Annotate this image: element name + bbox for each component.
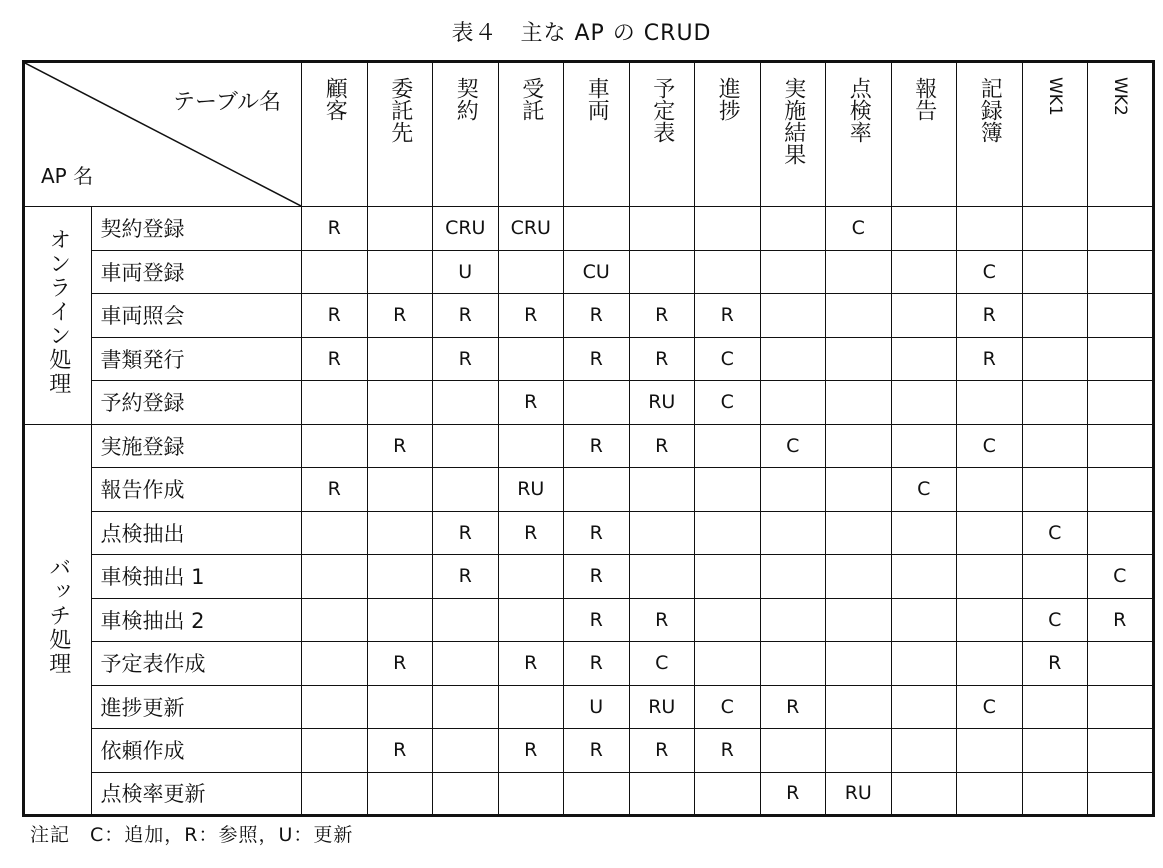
column-header-label: 委託先 xyxy=(387,77,413,143)
crud-cell xyxy=(957,555,1023,599)
crud-cell xyxy=(433,685,499,729)
table-row xyxy=(24,598,1154,642)
crud-cell xyxy=(629,555,695,599)
crud-cell xyxy=(629,250,695,294)
table-row xyxy=(24,468,1154,512)
table-row xyxy=(24,555,1154,599)
crud-cell xyxy=(367,598,433,642)
crud-cell xyxy=(695,555,761,599)
table-row xyxy=(24,685,1154,729)
crud-cell xyxy=(629,511,695,555)
crud-cell xyxy=(826,555,892,599)
crud-cell: R xyxy=(498,294,564,338)
column-header xyxy=(433,62,499,207)
column-header-label: 点検率 xyxy=(846,77,872,143)
crud-cell: U xyxy=(564,685,630,729)
crud-cell xyxy=(302,642,368,686)
column-header xyxy=(891,62,957,207)
table-row xyxy=(24,642,1154,686)
crud-cell xyxy=(760,511,826,555)
group-label: バッチ処理 xyxy=(45,556,71,677)
column-header-label: 記録簿 xyxy=(977,77,1003,143)
crud-cell xyxy=(302,424,368,468)
crud-cell: R xyxy=(433,337,499,381)
crud-cell: RU xyxy=(629,381,695,425)
crud-cell: C xyxy=(629,642,695,686)
crud-cell: R xyxy=(1088,598,1154,642)
column-header-label: WK2 xyxy=(1109,77,1130,116)
crud-cell xyxy=(302,729,368,773)
crud-cell xyxy=(433,424,499,468)
crud-cell: R xyxy=(367,294,433,338)
crud-cell xyxy=(957,468,1023,512)
crud-cell xyxy=(826,468,892,512)
crud-cell: R xyxy=(433,511,499,555)
crud-cell xyxy=(367,381,433,425)
crud-cell xyxy=(891,294,957,338)
crud-cell: C xyxy=(1088,555,1154,599)
crud-cell: CRU xyxy=(498,207,564,251)
crud-cell xyxy=(1022,729,1088,773)
crud-cell xyxy=(760,250,826,294)
crud-cell xyxy=(695,598,761,642)
crud-cell: R xyxy=(629,729,695,773)
crud-cell: R xyxy=(1022,642,1088,686)
legend-note: 注記 C：追加，R：参照，U：更新 xyxy=(30,824,354,846)
crud-cell xyxy=(760,294,826,338)
crud-cell: C xyxy=(695,337,761,381)
group-label-cell xyxy=(24,207,92,425)
crud-cell xyxy=(367,511,433,555)
crud-cell xyxy=(1088,207,1154,251)
crud-cell xyxy=(891,642,957,686)
crud-cell xyxy=(433,468,499,512)
crud-cell xyxy=(826,424,892,468)
crud-cell: C xyxy=(1022,511,1088,555)
crud-cell: R xyxy=(564,642,630,686)
table-row xyxy=(24,337,1154,381)
crud-cell xyxy=(891,207,957,251)
column-header-label: 受託 xyxy=(518,77,544,121)
crud-cell: R xyxy=(302,207,368,251)
crud-cell xyxy=(957,642,1023,686)
crud-cell xyxy=(760,337,826,381)
crud-cell xyxy=(1088,381,1154,425)
crud-cell xyxy=(1088,685,1154,729)
crud-cell xyxy=(957,207,1023,251)
crud-cell xyxy=(1088,729,1154,773)
crud-cell xyxy=(1022,772,1088,816)
column-header xyxy=(760,62,826,207)
crud-cell xyxy=(1088,250,1154,294)
crud-cell xyxy=(498,337,564,381)
crud-cell xyxy=(302,250,368,294)
crud-cell xyxy=(498,772,564,816)
crud-cell xyxy=(695,772,761,816)
crud-cell: C xyxy=(695,685,761,729)
crud-cell xyxy=(367,250,433,294)
crud-cell xyxy=(1022,337,1088,381)
crud-cell: R xyxy=(498,729,564,773)
column-header xyxy=(695,62,761,207)
crud-cell xyxy=(760,729,826,773)
crud-cell xyxy=(1088,511,1154,555)
crud-cell: R xyxy=(695,729,761,773)
crud-cell: R xyxy=(433,555,499,599)
ap-name-cell: 車両照会 xyxy=(92,294,302,338)
table-row xyxy=(24,294,1154,338)
ap-name-cell: 車両登録 xyxy=(92,250,302,294)
crud-cell: R xyxy=(367,729,433,773)
crud-cell xyxy=(433,598,499,642)
crud-cell: C xyxy=(1022,598,1088,642)
crud-cell xyxy=(564,381,630,425)
crud-cell xyxy=(433,642,499,686)
crud-cell: R xyxy=(564,598,630,642)
column-header xyxy=(826,62,892,207)
ap-name-cell: 予定表作成 xyxy=(92,642,302,686)
group-label: オンライン処理 xyxy=(45,228,71,397)
crud-cell: R xyxy=(302,468,368,512)
crud-cell xyxy=(826,729,892,773)
crud-cell: R xyxy=(629,294,695,338)
crud-cell xyxy=(891,424,957,468)
crud-cell xyxy=(1022,424,1088,468)
crud-cell xyxy=(367,207,433,251)
crud-cell xyxy=(302,381,368,425)
crud-cell: R xyxy=(629,424,695,468)
crud-cell xyxy=(367,337,433,381)
crud-cell: R xyxy=(498,511,564,555)
crud-cell xyxy=(302,555,368,599)
crud-cell xyxy=(498,598,564,642)
crud-cell xyxy=(1022,250,1088,294)
crud-cell xyxy=(957,511,1023,555)
table-caption: 表４ 主な AP の CRUD xyxy=(451,21,712,46)
ap-name-cell: 予約登録 xyxy=(92,381,302,425)
crud-cell xyxy=(564,207,630,251)
crud-cell: R xyxy=(564,555,630,599)
ap-name-cell: 車検抽出 1 xyxy=(92,555,302,599)
crud-cell xyxy=(1022,381,1088,425)
crud-cell: R xyxy=(367,642,433,686)
crud-cell xyxy=(629,207,695,251)
column-header xyxy=(367,62,433,207)
crud-cell xyxy=(891,381,957,425)
crud-cell: R xyxy=(629,337,695,381)
crud-cell xyxy=(891,337,957,381)
crud-cell: R xyxy=(564,337,630,381)
crud-cell xyxy=(695,250,761,294)
crud-cell xyxy=(1088,424,1154,468)
crud-cell: C xyxy=(760,424,826,468)
crud-cell: C xyxy=(891,468,957,512)
crud-cell xyxy=(760,207,826,251)
column-header xyxy=(498,62,564,207)
crud-cell xyxy=(891,772,957,816)
crud-cell xyxy=(498,685,564,729)
column-header-label: 契約 xyxy=(453,77,479,121)
crud-cell xyxy=(629,772,695,816)
crud-cell: CRU xyxy=(433,207,499,251)
crud-cell xyxy=(498,250,564,294)
crud-cell xyxy=(433,729,499,773)
column-header-label: 進捗 xyxy=(715,77,741,121)
crud-cell xyxy=(826,642,892,686)
crud-cell: R xyxy=(695,294,761,338)
crud-cell xyxy=(957,729,1023,773)
crud-table xyxy=(22,60,1155,817)
crud-cell xyxy=(695,511,761,555)
crud-cell: C xyxy=(957,685,1023,729)
crud-cell xyxy=(1088,337,1154,381)
crud-cell xyxy=(826,381,892,425)
crud-cell: R xyxy=(760,685,826,729)
group-label-cell xyxy=(24,424,92,816)
table-row xyxy=(24,772,1154,816)
crud-cell xyxy=(891,598,957,642)
crud-cell xyxy=(695,468,761,512)
crud-cell: C xyxy=(957,250,1023,294)
ap-name-cell: 進捗更新 xyxy=(92,685,302,729)
crud-cell xyxy=(302,685,368,729)
crud-cell xyxy=(1022,555,1088,599)
corner-header xyxy=(24,62,302,207)
column-header xyxy=(1088,62,1154,207)
crud-cell xyxy=(695,207,761,251)
table-row xyxy=(24,207,1154,251)
crud-cell: R xyxy=(957,294,1023,338)
crud-cell xyxy=(891,511,957,555)
crud-cell xyxy=(564,772,630,816)
crud-cell xyxy=(367,468,433,512)
column-header-label: 車両 xyxy=(584,77,610,121)
crud-cell: RU xyxy=(826,772,892,816)
crud-cell: R xyxy=(498,642,564,686)
column-header-label: 顧客 xyxy=(322,77,348,121)
crud-cell xyxy=(302,772,368,816)
crud-cell xyxy=(826,511,892,555)
crud-cell: R xyxy=(564,294,630,338)
crud-cell: R xyxy=(564,729,630,773)
crud-cell xyxy=(760,381,826,425)
crud-cell: RU xyxy=(498,468,564,512)
crud-cell: C xyxy=(957,424,1023,468)
column-header xyxy=(302,62,368,207)
crud-cell: R xyxy=(302,337,368,381)
crud-cell xyxy=(1022,207,1088,251)
column-header-row xyxy=(24,62,1154,207)
crud-cell: R xyxy=(498,381,564,425)
crud-cell xyxy=(367,685,433,729)
crud-cell xyxy=(826,250,892,294)
crud-cell xyxy=(826,685,892,729)
crud-cell: C xyxy=(826,207,892,251)
crud-cell: R xyxy=(302,294,368,338)
crud-cell: R xyxy=(564,424,630,468)
crud-cell xyxy=(1022,294,1088,338)
ap-name-cell: 報告作成 xyxy=(92,468,302,512)
column-header xyxy=(957,62,1023,207)
column-header-label: 報告 xyxy=(911,77,937,121)
table-row xyxy=(24,424,1154,468)
table-row xyxy=(24,729,1154,773)
table-name-label: テーブル名 xyxy=(172,90,281,115)
crud-cell: R xyxy=(564,511,630,555)
ap-name-cell: 書類発行 xyxy=(92,337,302,381)
crud-cell xyxy=(1022,468,1088,512)
crud-cell xyxy=(891,685,957,729)
crud-cell xyxy=(760,642,826,686)
table-row xyxy=(24,381,1154,425)
crud-cell xyxy=(957,772,1023,816)
crud-cell xyxy=(1088,772,1154,816)
crud-cell xyxy=(957,598,1023,642)
table-row xyxy=(24,250,1154,294)
crud-cell: R xyxy=(760,772,826,816)
crud-cell xyxy=(891,250,957,294)
crud-cell: R xyxy=(433,294,499,338)
crud-cell xyxy=(760,598,826,642)
crud-cell xyxy=(1088,468,1154,512)
crud-cell xyxy=(957,381,1023,425)
crud-cell xyxy=(826,598,892,642)
crud-cell: R xyxy=(367,424,433,468)
column-header xyxy=(1022,62,1088,207)
crud-cell: R xyxy=(629,598,695,642)
crud-cell xyxy=(367,772,433,816)
ap-name-cell: 依頼作成 xyxy=(92,729,302,773)
table-row xyxy=(24,511,1154,555)
crud-cell: U xyxy=(433,250,499,294)
crud-cell xyxy=(695,424,761,468)
crud-cell xyxy=(433,772,499,816)
crud-cell xyxy=(498,424,564,468)
ap-name-cell: 車検抽出 2 xyxy=(92,598,302,642)
crud-cell xyxy=(1022,685,1088,729)
crud-cell: C xyxy=(695,381,761,425)
crud-cell xyxy=(629,468,695,512)
column-header xyxy=(564,62,630,207)
column-header-label: WK1 xyxy=(1044,77,1065,116)
column-header-label: 予定表 xyxy=(649,77,675,143)
crud-cell xyxy=(760,468,826,512)
ap-name-label: AP 名 xyxy=(41,164,94,188)
crud-cell xyxy=(302,511,368,555)
ap-name-cell: 点検抽出 xyxy=(92,511,302,555)
crud-cell xyxy=(1088,642,1154,686)
crud-cell xyxy=(302,598,368,642)
crud-cell xyxy=(826,337,892,381)
column-header-label: 実施結果 xyxy=(780,77,806,165)
ap-name-cell: 契約登録 xyxy=(92,207,302,251)
crud-cell xyxy=(760,555,826,599)
ap-name-cell: 点検率更新 xyxy=(92,772,302,816)
crud-cell xyxy=(1088,294,1154,338)
crud-cell xyxy=(433,381,499,425)
crud-cell xyxy=(367,555,433,599)
crud-cell xyxy=(891,555,957,599)
crud-cell xyxy=(891,729,957,773)
crud-cell xyxy=(564,468,630,512)
crud-cell xyxy=(695,642,761,686)
crud-cell: R xyxy=(957,337,1023,381)
ap-name-cell: 実施登録 xyxy=(92,424,302,468)
crud-cell: CU xyxy=(564,250,630,294)
crud-cell xyxy=(498,555,564,599)
column-header xyxy=(629,62,695,207)
crud-cell: RU xyxy=(629,685,695,729)
crud-cell xyxy=(826,294,892,338)
